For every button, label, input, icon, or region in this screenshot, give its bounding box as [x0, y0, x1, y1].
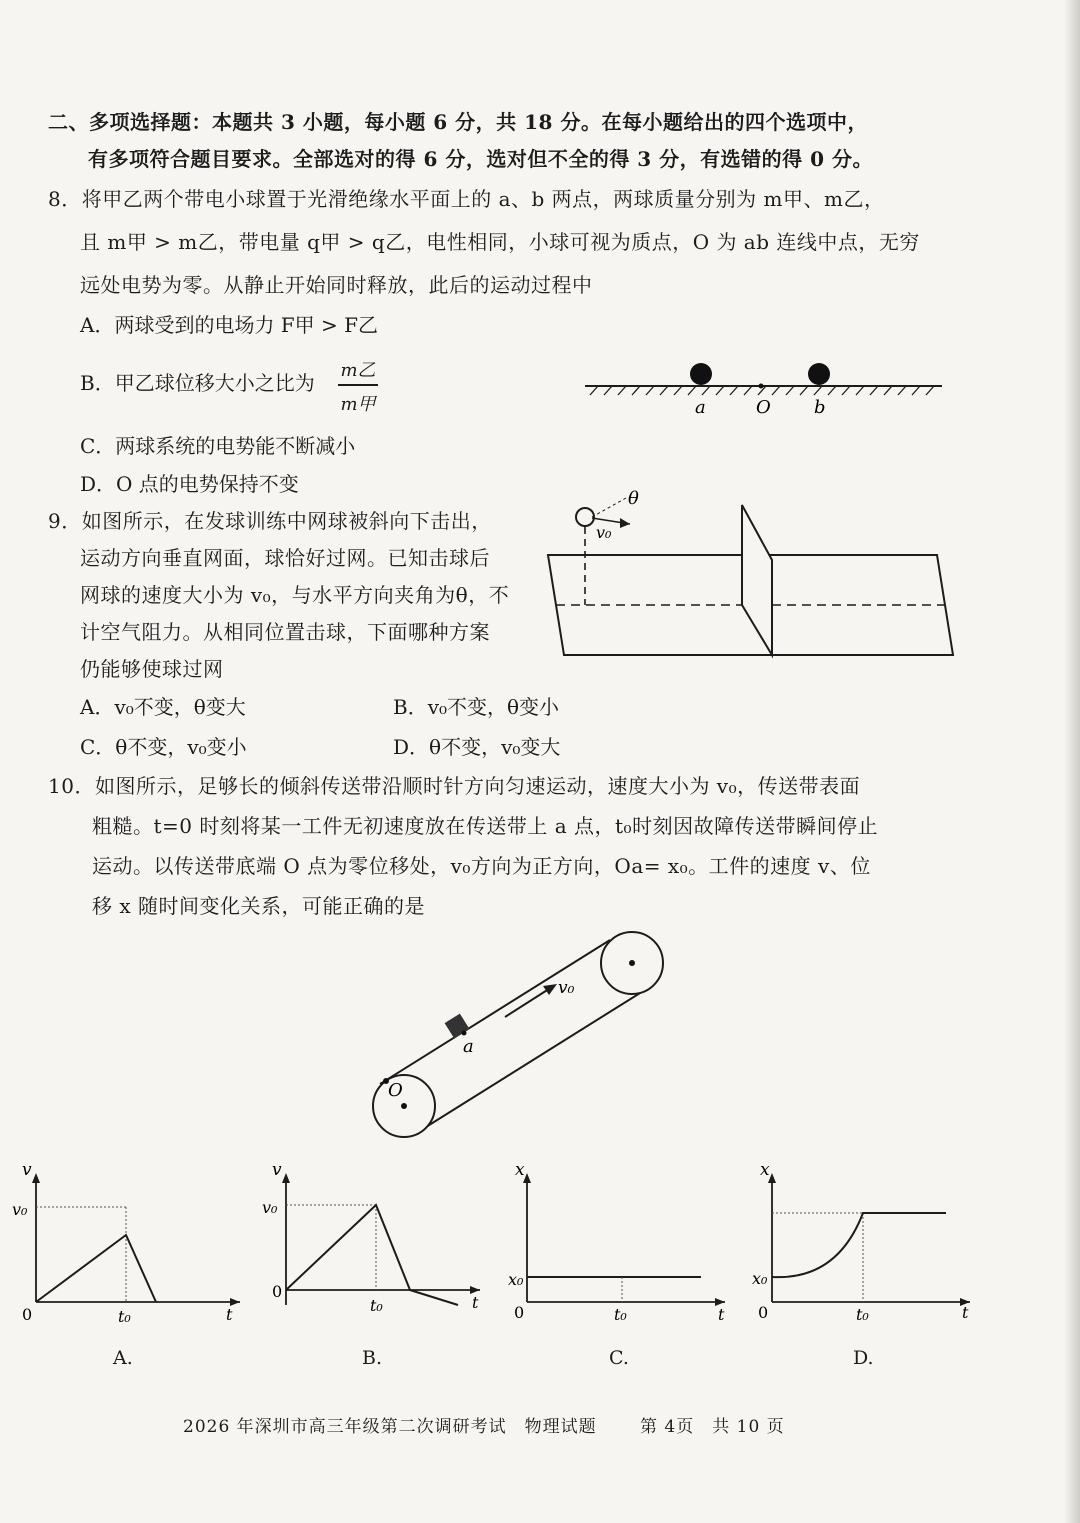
- graph-d-t0-mark: t₀: [856, 1305, 869, 1324]
- graph-b: [258, 1155, 498, 1330]
- graph-d: [748, 1155, 980, 1330]
- graph-d-y-axis-label: x: [760, 1160, 770, 1180]
- q8-text-line1: 8．将甲乙两个带电小球置于光滑绝缘水平面上的 a、b 两点，两球质量分别为 m甲、m乙，: [48, 187, 885, 211]
- graph-a-origin: 0: [22, 1305, 33, 1324]
- graph-c-y-axis-label: x: [515, 1160, 525, 1180]
- q9-text-line2: 运动方向垂直网面，球恰好过网。已知击球后: [80, 546, 490, 570]
- tennis-ball: [576, 508, 594, 526]
- graph-d-caption: D.: [853, 1347, 874, 1369]
- q8-option-b-denominator: m甲: [340, 394, 376, 415]
- q8-option-d: D．O 点的电势保持不变: [80, 472, 299, 496]
- belt-label-v0: v₀: [558, 978, 575, 998]
- graph-c-x-axis-label: t: [718, 1305, 725, 1324]
- q9-option-a: A．v₀不变，θ变大: [80, 695, 246, 719]
- q9-text-line5: 仍能够使球过网: [80, 657, 224, 681]
- graph-b-y-axis-label: v: [272, 1160, 282, 1180]
- graph-a-caption: A.: [113, 1347, 133, 1369]
- page-edge-shadow: [1064, 0, 1080, 1523]
- footer-exam-title: 2026 年深圳市高三年级第二次调研考试 物理试题: [183, 1417, 597, 1437]
- graph-d-y-mark: x₀: [752, 1269, 768, 1288]
- graph-a-x-axis-label: t: [226, 1305, 233, 1324]
- q8-option-b-numerator: m乙: [340, 360, 376, 381]
- q9-text-line4: 计空气阻力。从相同位置击球，下面哪种方案: [80, 620, 490, 644]
- footer-page-number: 第 4页 共 10 页: [640, 1417, 785, 1437]
- q10-text-line3: 运动。以传送带底端 O 点为零位移处，v₀方向为正方向，Oa= x₀。工件的速度 v、位: [92, 854, 871, 878]
- section-heading-line2: 有多项符合题目要求。全部选对的得 6 分，选对但不全的得 3 分，有选错的得 0 分。: [88, 147, 874, 171]
- graph-a-y-axis-label: v: [22, 1160, 32, 1180]
- belt-label-o: O: [388, 1080, 403, 1101]
- graph-a-y-mark: v₀: [12, 1200, 28, 1219]
- label-a: a: [695, 397, 706, 418]
- graph-c-y-mark: x₀: [508, 1270, 524, 1289]
- graph-b-caption: B.: [362, 1347, 383, 1369]
- q9-option-d: D．θ不变，v₀变大: [393, 735, 561, 759]
- q8-text-line3: 远处电势为零。从静止开始同时释放，此后的运动过程中: [80, 273, 593, 297]
- graph-c-t0-mark: t₀: [614, 1305, 627, 1324]
- graph-c-origin: 0: [514, 1303, 525, 1322]
- q9-text-line3: 网球的速度大小为 v₀，与水平方向夹角为θ，不: [80, 583, 510, 607]
- q10-text-line2: 粗糙。t=0 时刻将某一工件无初速度放在传送带上 a 点，t₀时刻因故障传送带瞬间停止: [92, 814, 879, 838]
- graph-d-x-axis-label: t: [962, 1303, 969, 1322]
- label-v0: v₀: [596, 523, 612, 542]
- q9-option-b: B．v₀不变，θ变小: [393, 695, 560, 719]
- graph-d-origin: 0: [758, 1303, 769, 1322]
- q8-figure-two-balls: [580, 355, 950, 425]
- net: [742, 505, 772, 655]
- graph-a-t0-mark: t₀: [118, 1307, 131, 1326]
- q8-option-a: A．两球受到的电场力 F甲 > F乙: [80, 313, 379, 337]
- belt-label-a: a: [463, 1036, 474, 1057]
- q8-text-line2: 且 m甲 > m乙，带电量 q甲 > q乙，电性相同，小球可视为质点，O 为 ab 连线中点，无穷: [80, 230, 920, 254]
- label-o: O: [756, 397, 771, 418]
- graph-a: [8, 1155, 248, 1330]
- q8-option-b-fraction-bar: [338, 384, 378, 386]
- q9-option-c: C．θ不变，v₀变小: [80, 735, 247, 759]
- graph-b-t0-mark: t₀: [370, 1296, 383, 1315]
- graph-b-origin: 0: [272, 1282, 283, 1301]
- graph-a-curve: [36, 1235, 156, 1302]
- section-heading-line1: 二、多项选择题：本题共 3 小题，每小题 6 分，共 18 分。在每小题给出的四个选项中，: [48, 110, 868, 134]
- q10-figure-conveyor-belt: [360, 925, 680, 1145]
- graph-c-caption: C.: [609, 1347, 629, 1369]
- q9-figure-tennis-court: [540, 480, 960, 665]
- q10-text-line4: 移 x 随时间变化关系，可能正确的是: [92, 894, 425, 918]
- label-theta: θ: [628, 488, 639, 509]
- ball-b: [808, 363, 830, 385]
- label-b: b: [814, 397, 826, 418]
- graph-b-y-mark: v₀: [262, 1198, 278, 1217]
- graph-d-curve: [772, 1213, 946, 1277]
- q9-text-line1: 9．如图所示，在发球训练中网球被斜向下击出，: [48, 509, 492, 533]
- q8-option-b: B．甲乙球位移大小之比为: [80, 371, 315, 395]
- graph-c: [505, 1155, 735, 1330]
- q8-option-c: C．两球系统的电势能不断减小: [80, 434, 356, 458]
- midpoint-o: [759, 384, 764, 389]
- q10-text-line1: 10．如图所示，足够长的倾斜传送带沿顺时针方向匀速运动，速度大小为 v₀，传送带表面: [48, 774, 861, 798]
- graph-b-x-axis-label: t: [472, 1293, 479, 1312]
- ball-a: [690, 363, 712, 385]
